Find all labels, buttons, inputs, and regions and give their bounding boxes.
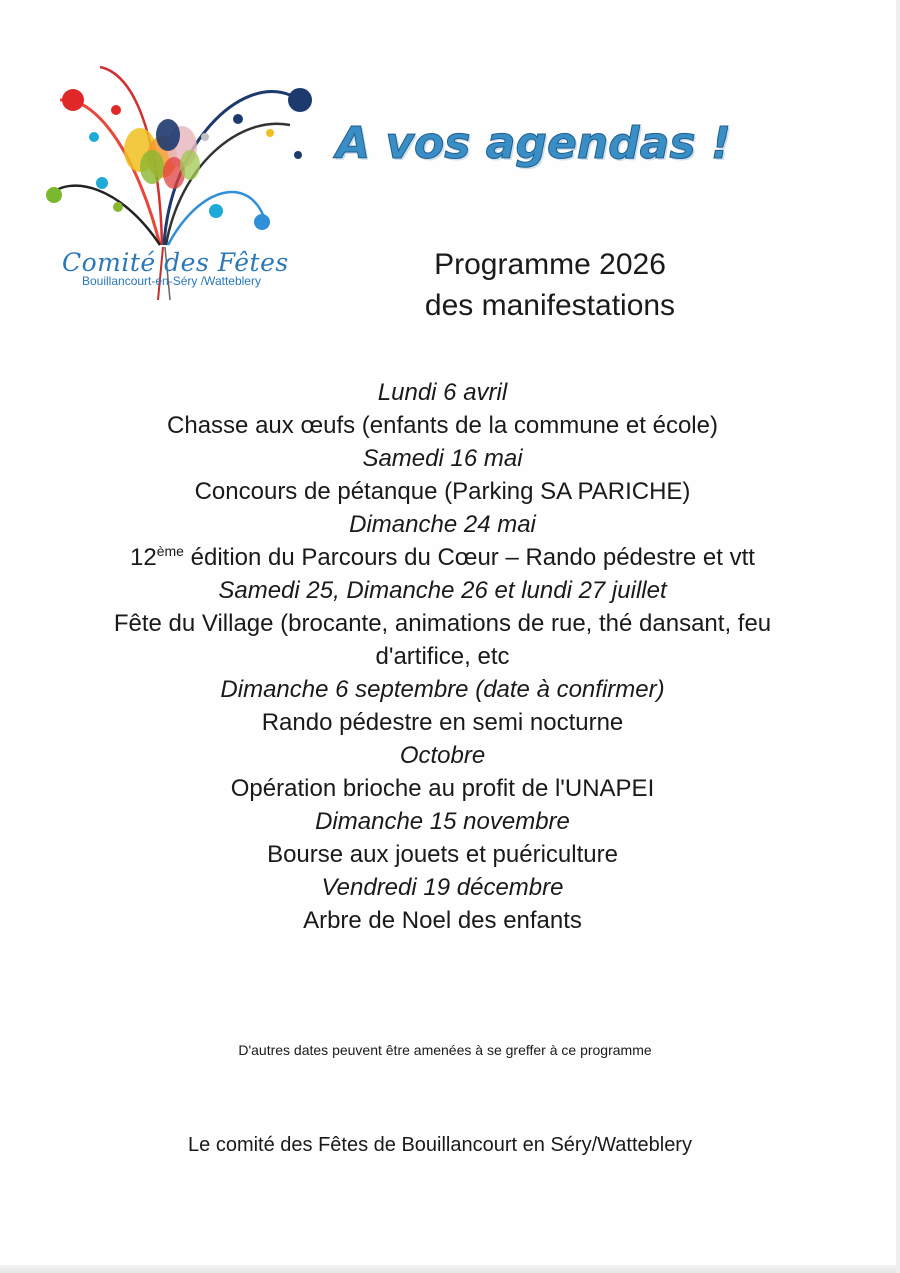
event-item bbox=[100, 574, 785, 673]
edition-number: 12 bbox=[130, 544, 157, 571]
edition-ordinal-suffix: ème bbox=[156, 543, 184, 559]
event-item bbox=[100, 805, 785, 871]
event-date: Dimanche 24 mai bbox=[349, 511, 536, 538]
event-date: Dimanche 15 novembre bbox=[315, 808, 570, 835]
event-item bbox=[100, 871, 785, 937]
event-date: Dimanche 6 septembre (date à confirmer) bbox=[220, 676, 665, 703]
event-description: Concours de pétanque (Parking SA PARICHE) bbox=[194, 478, 691, 505]
event-item bbox=[100, 508, 785, 574]
event-date: Lundi 6 avril bbox=[377, 379, 508, 406]
event-description: Fête du Village (brocante, animations de rue, thé dansant, feu d'artifice, etc bbox=[113, 610, 772, 670]
event-date: Samedi 16 mai bbox=[362, 445, 523, 472]
logo-title: Comité des Fêtes bbox=[62, 248, 289, 277]
event-list bbox=[100, 376, 785, 937]
event-description: Opération brioche au profit de l'UNAPEI bbox=[230, 775, 655, 802]
event-date: Samedi 25, Dimanche 26 et lundi 27 juillet bbox=[218, 577, 667, 604]
scan-edge-right bbox=[896, 0, 900, 1273]
event-description: Rando pédestre en semi nocturne bbox=[261, 709, 624, 736]
scan-edge-bottom bbox=[0, 1265, 900, 1273]
event-date: Vendredi 19 décembre bbox=[321, 874, 564, 901]
logo-subtitle: Bouillancourt-en-Séry /Watteblery bbox=[82, 274, 261, 288]
event-date: Octobre bbox=[399, 742, 486, 769]
event-description: Arbre de Noel des enfants bbox=[303, 907, 582, 934]
footer-signature: Le comité des Fêtes de Bouillancourt en Séry/Watteblery bbox=[188, 1134, 692, 1156]
event-description bbox=[100, 541, 785, 574]
event-item bbox=[100, 442, 785, 508]
programme-line-2: des manifestations bbox=[424, 289, 676, 322]
headline: A vos agendas ! bbox=[336, 118, 731, 169]
programme-title bbox=[340, 244, 760, 326]
programme-note: D'autres dates peuvent être amenées à se greffer à ce programme bbox=[238, 1042, 652, 1058]
event-item bbox=[100, 376, 785, 442]
logo-text bbox=[62, 248, 312, 288]
event-item bbox=[100, 673, 785, 739]
event-description: Chasse aux œufs (enfants de la commune et école) bbox=[167, 412, 718, 439]
programme-line-1: Programme 2026 bbox=[434, 248, 666, 281]
event-description: Bourse aux jouets et puériculture bbox=[267, 841, 618, 868]
edition-text: édition du Parcours du Cœur – Rando pédestre et vtt bbox=[183, 544, 755, 571]
event-item bbox=[100, 739, 785, 805]
